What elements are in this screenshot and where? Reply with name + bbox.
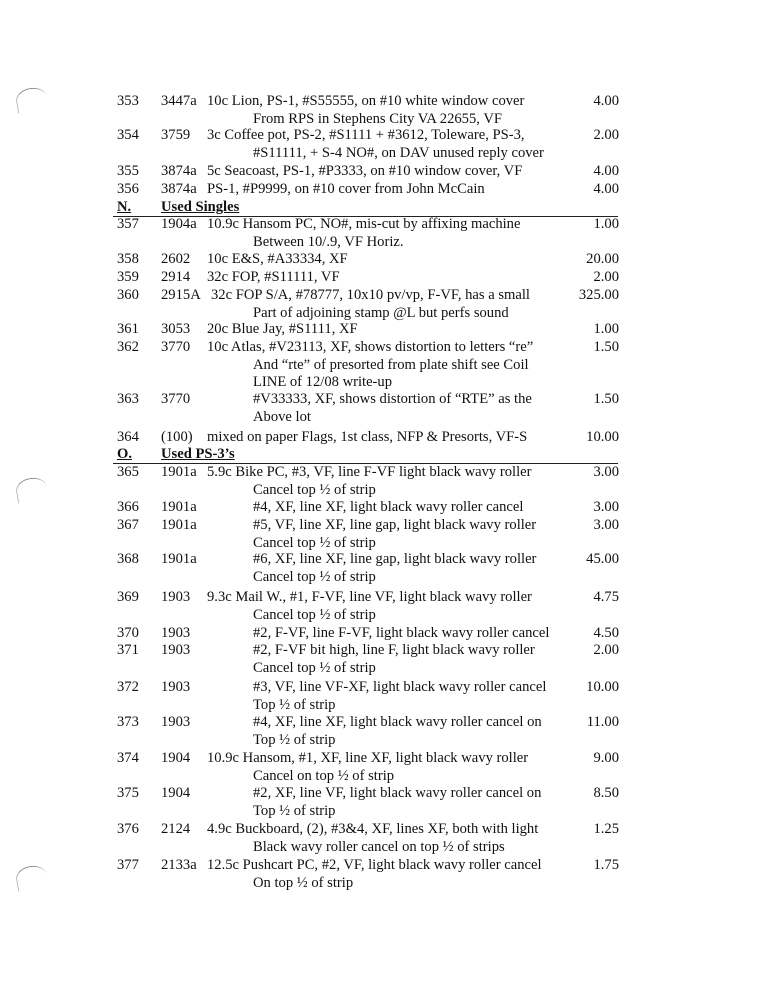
scott-number: 1903 (161, 714, 191, 730)
lot-number: 373 (117, 714, 139, 730)
lot-description-continued: On top ½ of strip (253, 874, 354, 891)
lot-price: 8.50 (593, 785, 619, 801)
lot-row (0, 391, 772, 408)
lot-row (0, 785, 772, 802)
scott-number: 3770 (161, 339, 191, 355)
lot-row (0, 857, 772, 874)
scott-number: 1901a (161, 464, 197, 480)
lot-row (0, 163, 772, 180)
lot-row (0, 93, 772, 110)
lot-description-continued: Cancel top ½ of strip (253, 659, 376, 676)
scott-number: 1904 (161, 785, 191, 801)
lot-number: 354 (117, 127, 139, 143)
scott-number: (100) (161, 429, 193, 445)
lot-description-continued: #S11111, + S-4 NO#, on DAV unused reply cover (253, 144, 544, 161)
lot-description: 9.3c Mail W., #1, F-VF, line VF, light black wavy roller (207, 589, 532, 605)
lot-number: 364 (117, 429, 139, 445)
lot-description-continued: Above lot (253, 408, 311, 425)
lot-row (0, 305, 772, 322)
lot-row (0, 697, 772, 714)
lot-description: #2, XF, line VF, light black wavy roller cancel on (253, 785, 542, 801)
lot-row (0, 127, 772, 144)
lot-row (0, 660, 772, 677)
lot-row (0, 499, 772, 516)
lot-row (0, 714, 772, 731)
lot-row (0, 569, 772, 586)
lot-description-continued: Cancel top ½ of strip (253, 606, 376, 623)
lot-number: 371 (117, 642, 139, 658)
scott-number: 3447a (161, 93, 197, 109)
lot-description: mixed on paper Flags, 1st class, NFP & Presorts, VF-S (207, 429, 528, 445)
lot-row (0, 464, 772, 481)
lot-row (0, 535, 772, 552)
scott-number: 1901a (161, 551, 197, 567)
lot-number: 365 (117, 464, 139, 480)
lot-description-continued: Between 10/.9, VF Horiz. (253, 233, 404, 250)
lot-row (0, 339, 772, 356)
lot-row (0, 732, 772, 749)
lot-row (0, 839, 772, 856)
lot-description: 32c FOP S/A, #78777, 10x10 pv/vp, F-VF, has a small (211, 287, 530, 303)
lot-number: 368 (117, 551, 139, 567)
section-title: Used PS-3’s (161, 446, 235, 462)
lot-number: 360 (117, 287, 139, 303)
lot-price: 1.25 (593, 821, 619, 837)
lot-description-continued: Cancel on top ½ of strip (253, 767, 395, 784)
scott-number: 1903 (161, 642, 191, 658)
lot-row (0, 625, 772, 642)
lot-description: #2, F-VF bit high, line F, light black wavy roller (253, 642, 535, 658)
lot-description: 10.9c Hansom PC, NO#, mis-cut by affixing machine (207, 216, 521, 232)
lot-number: 375 (117, 785, 139, 801)
lot-description-continued: LINE of 12/08 write-up (253, 374, 393, 391)
scott-number: 1903 (161, 589, 191, 605)
scott-number: 3759 (161, 127, 191, 143)
lot-description: 10.9c Hansom, #1, XF, line XF, light black wavy roller (207, 750, 529, 766)
lot-number: 357 (117, 216, 139, 232)
lot-row (0, 287, 772, 304)
lot-description: 10c Atlas, #V23113, XF, shows distortion to letters “re” (207, 339, 534, 355)
lot-description-continued: Top ½ of strip (253, 696, 336, 713)
lot-row (0, 589, 772, 606)
lot-description: 12.5c Pushcart PC, #2, VF, light black wavy roller cancel (207, 857, 542, 873)
lot-price: 20.00 (586, 251, 619, 267)
lot-row (0, 429, 772, 446)
lot-price: 11.00 (586, 714, 619, 730)
lot-description: 3c Coffee pot, PS-2, #S1111 + #3612, Toleware, PS-3, (207, 127, 525, 143)
lot-number: 359 (117, 269, 139, 285)
scott-number: 3874a (161, 163, 197, 179)
lot-price: 45.00 (586, 551, 619, 567)
lot-description: #3, VF, line VF-XF, light black wavy roller cancel (253, 679, 547, 695)
lot-row (0, 679, 772, 696)
lot-row (0, 803, 772, 820)
scott-number: 3770 (161, 391, 191, 407)
lot-number: 362 (117, 339, 139, 355)
lot-number: 374 (117, 750, 139, 766)
lot-description: 5.9c Bike PC, #3, VF, line F-VF light black wavy roller (207, 464, 532, 480)
lot-description-continued: Cancel top ½ of strip (253, 568, 376, 585)
scott-number: 1901a (161, 499, 197, 515)
lot-price: 1.00 (593, 216, 619, 232)
lot-number: 356 (117, 181, 139, 197)
lot-description: #4, XF, line XF, light black wavy roller cancel on (253, 714, 542, 730)
section-header (0, 446, 772, 463)
section-letter: O. (117, 446, 132, 462)
scott-number: 1904 (161, 750, 191, 766)
lot-price: 3.00 (593, 499, 619, 515)
lot-number: 370 (117, 625, 139, 641)
lot-row (0, 321, 772, 338)
section-letter: N. (117, 199, 132, 215)
lot-description-continued: Part of adjoining stamp @L but perfs sound (253, 304, 509, 321)
lot-price: 10.00 (586, 679, 619, 695)
scott-number: 1901a (161, 517, 197, 533)
lot-number: 355 (117, 163, 139, 179)
lot-description: #6, XF, line XF, line gap, light black wavy roller (253, 551, 537, 567)
lot-row (0, 482, 772, 499)
lot-price: 4.00 (593, 93, 619, 109)
lot-description-continued: Black wavy roller cancel on top ½ of strips (253, 838, 505, 855)
lot-price: 2.00 (593, 642, 619, 658)
lot-description-continued: From RPS in Stephens City VA 22655, VF (253, 110, 502, 127)
lot-row (0, 875, 772, 892)
lot-number: 367 (117, 517, 139, 533)
lot-row (0, 111, 772, 128)
lot-description: 10c Lion, PS-1, #S55555, on #10 white window cover (207, 93, 525, 109)
section-header (0, 199, 772, 216)
lot-description: PS-1, #P9999, on #10 cover from John McCain (207, 181, 485, 197)
scott-number: 2915A (161, 287, 201, 303)
lot-row (0, 374, 772, 391)
lot-row (0, 145, 772, 162)
lot-price: 3.00 (593, 464, 619, 480)
lot-price: 1.50 (593, 391, 619, 407)
lot-number: 377 (117, 857, 139, 873)
lot-number: 376 (117, 821, 139, 837)
lot-description: 20c Blue Jay, #S1111, XF (207, 321, 358, 337)
lot-row (0, 607, 772, 624)
lot-row (0, 768, 772, 785)
lot-description-continued: Cancel top ½ of strip (253, 481, 376, 498)
lot-number: 366 (117, 499, 139, 515)
lot-row (0, 821, 772, 838)
lot-description: #2, F-VF, line F-VF, light black wavy roller cancel (253, 625, 550, 641)
scott-number: 2914 (161, 269, 191, 285)
lot-number: 358 (117, 251, 139, 267)
lot-row (0, 750, 772, 767)
lot-row (0, 409, 772, 426)
lot-price: 2.00 (593, 269, 619, 285)
lot-row (0, 216, 772, 233)
lot-price: 4.50 (593, 625, 619, 641)
lot-description: 32c FOP, #S11111, VF (207, 269, 340, 285)
lot-row (0, 234, 772, 251)
lot-row (0, 517, 772, 534)
scott-number: 1903 (161, 679, 191, 695)
lot-number: 361 (117, 321, 139, 337)
lot-price: 1.50 (593, 339, 619, 355)
lot-price: 1.00 (593, 321, 619, 337)
lot-row (0, 357, 772, 374)
lot-row (0, 181, 772, 198)
lot-number: 369 (117, 589, 139, 605)
lot-row (0, 551, 772, 568)
scott-number: 1903 (161, 625, 191, 641)
lot-row (0, 642, 772, 659)
lot-price: 325.00 (578, 287, 619, 303)
lot-price: 2.00 (593, 127, 619, 143)
lot-price: 1.75 (593, 857, 619, 873)
scott-number: 2602 (161, 251, 191, 267)
lot-description: #V33333, XF, shows distortion of “RTE” as the (253, 391, 532, 407)
lot-description-continued: Top ½ of strip (253, 802, 336, 819)
lot-description: 4.9c Buckboard, (2), #3&4, XF, lines XF, both with light (207, 821, 539, 837)
section-title: Used Singles (161, 199, 240, 215)
lot-row (0, 269, 772, 286)
scott-number: 2133a (161, 857, 197, 873)
scott-number: 1904a (161, 216, 197, 232)
lot-price: 4.00 (593, 181, 619, 197)
scott-number: 2124 (161, 821, 191, 837)
lot-price: 4.75 (593, 589, 619, 605)
lot-row (0, 251, 772, 268)
lot-description: 10c E&S, #A33334, XF (207, 251, 348, 267)
scott-number: 3053 (161, 321, 191, 337)
lot-description: #5, VF, line XF, line gap, light black wavy roller (253, 517, 537, 533)
lot-description: #4, XF, line XF, light black wavy roller cancel (253, 499, 524, 515)
lot-number: 372 (117, 679, 139, 695)
lot-description-continued: Top ½ of strip (253, 731, 336, 748)
lot-price: 10.00 (586, 429, 619, 445)
lot-number: 363 (117, 391, 139, 407)
lot-description-continued: And “rte” of presorted from plate shift see Coil (253, 356, 529, 373)
lot-description-continued: Cancel top ½ of strip (253, 534, 376, 551)
lot-price: 3.00 (593, 517, 619, 533)
lot-description: 5c Seacoast, PS-1, #P3333, on #10 window cover, VF (207, 163, 523, 179)
scott-number: 3874a (161, 181, 197, 197)
lot-price: 9.00 (593, 750, 619, 766)
lot-number: 353 (117, 93, 139, 109)
lot-price: 4.00 (593, 163, 619, 179)
